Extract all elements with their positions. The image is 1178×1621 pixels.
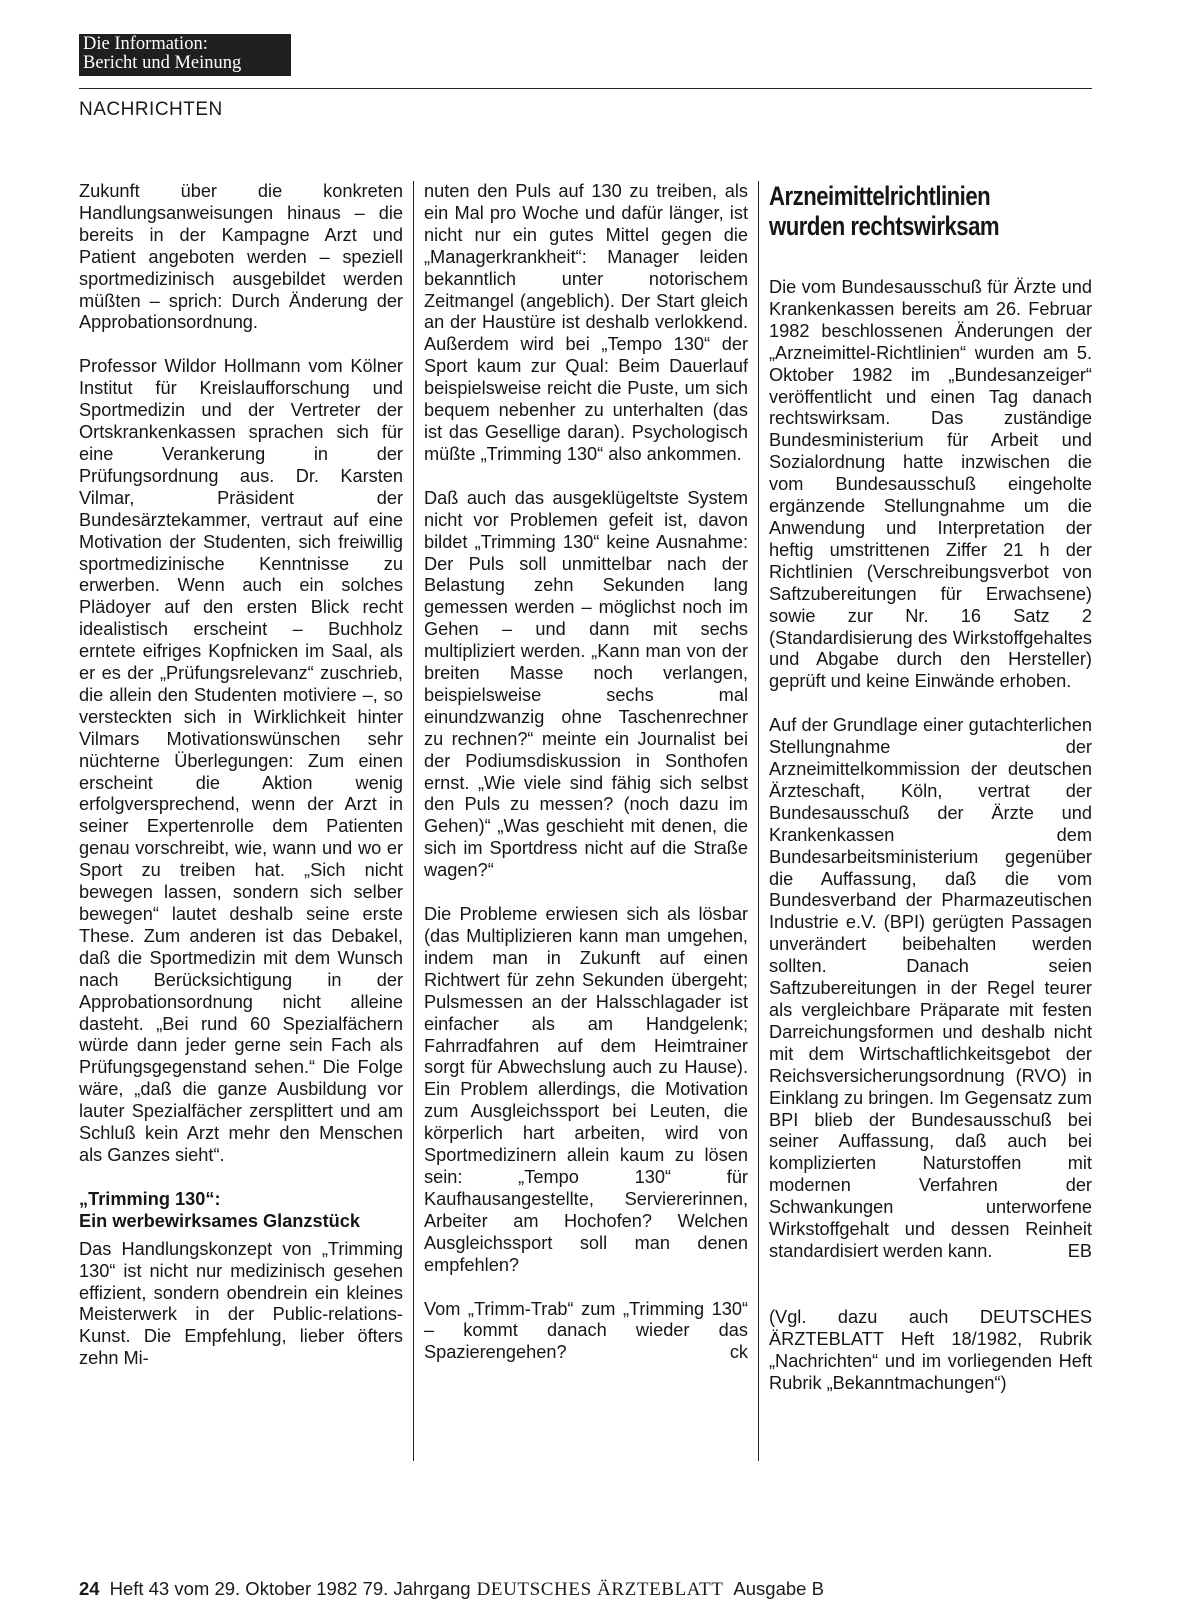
header-rule [79, 88, 1092, 89]
article-column-1 [79, 181, 403, 1463]
section-label: NACHRICHTEN [79, 99, 223, 120]
article-column-3 [769, 181, 1092, 1463]
journal-name: DEUTSCHES ÄRZTEBLATT [476, 1579, 724, 1600]
page-footer [79, 1578, 824, 1601]
closing-text: Vom „Trimm-Trab“ zum „Trimming 130“ – kommt danach wieder das Spazierengehen? [424, 1298, 748, 1363]
subheading-line-1: „Trimming 130“: [79, 1188, 221, 1209]
author-initials: EB [1067, 1240, 1092, 1261]
banner-line-1: Die Information: [83, 34, 208, 54]
column-divider-1 [413, 181, 414, 1461]
issue-info: Heft 43 vom 29. Oktober 1982 79. Jahrgang [109, 1578, 471, 1599]
subheading-line-2: Ein werbewirksames Glanzstück [79, 1210, 361, 1231]
article-column-2 [424, 181, 748, 1463]
paragraph: Professor Wildor Hollmann vom Kölner Institut für Kreislaufforschung und Sportmedizin und der Vertreter der Ortskrankenkassen sprachen sich für eine Verankerung in der Prüfungsordnung aus. Dr. Karsten Vilmar, Präsident der Bundesärztekammer, vertraut auf eine Motivation der Studenten, sich freiwillig sportmedizinische Kenntnisse zu erwerben. Wenn auch ein solches Plädoyer auf den ersten Blick recht idealistisch erscheint – Buchholz erntete eifriges Kopfnicken im Saal, als er es der „Prüfungsrelevanz“ zuschrieb, die allein den Studenten motiviere –, so versteckten sich in Wirklichkeit hinter Vilmars Motivationswünschen sehr nüchterne Überlegungen: Zum einen erscheint die Aktion wenig erfolgversprechend, wenn der Arzt in seiner Expertenrolle dem Patienten genau vorschreibt, wie, wann und wo er Sport zu treiben hat. „Sich nicht bewegen lassen, sondern sich selber bewegen“ lautet deshalb seine erste These. Zum anderen ist das Debakel, daß die Sportmedizin mit dem Wunsch nach Berücksichtigung in der Approbationsordnung nicht alleine dasteht. „Bei rund 60 Spezialfächern würde dann jeder gerne sein Fach als Prüfungsgegenstand sehen.“ Die Folge wäre, „daß die ganze Ausbildung vor lauter Spezialfächer zersplittert und am Schluß kein Arzt mehr den Menschen als Ganzes sieht“. [79, 356, 403, 1165]
paragraph: Die vom Bundesausschuß für Ärzte und Krankenkassen bereits am 26. Februar 1982 beschlossenen Änderungen der „Arzneimittel-Richtlinien“ wurden am 5. Oktober 1982 im „Bundesanzeiger“ veröffentlicht und einen Tag danach rechtswirksam. Das zuständige Bundesministerium für Arbeit und Sozialordnung hatte inzwischen die vom Bundesausschuß eingeholte ergänzende Stellungnahme um die Anwendung und Interpretation der heftig umstrittenen Ziffer 21 h der Richtlinien (Verschreibungsverbot von Saftzubereitungen für Erwachsene) sowie zur Nr. 16 Satz 2 (Standardisierung des Wirkstoffgehaltes und Abgabe durch den Hersteller) geprüft und keine Einwände erhoben. [769, 277, 1092, 692]
column-divider-2 [758, 181, 759, 1461]
article-headline [769, 181, 1092, 241]
subheading [79, 1189, 403, 1233]
paragraph [424, 1299, 748, 1365]
paragraph [769, 715, 1092, 1263]
paragraph: nuten den Puls auf 130 zu treiben, als ein Mal pro Woche und dafür länger, ist nicht nur ein gutes Mittel gegen die „Managerkrankheit“: Manager leiden bekanntlich unter notorischem Zeitmangel (angeblich). Der Start gleich an der Haustüre ist deshalb verlokkend. Außerdem wird bei „Tempo 130“ der Sport kaum zur Qual: Beim Dauerlauf beispielsweise reicht die Puste, um sich bequem nebenher zu unterhalten (das ist das Gesellige daran). Psychologisch müßte „Trimming 130“ also ankommen. [424, 181, 748, 464]
section-banner [79, 34, 291, 76]
paragraph: Die Probleme erwiesen sich als lösbar (das Multiplizieren kann man umgehen, indem man in Zukunft auf einen Richtwert für zehn Sekunden übergeht; Pulsmessen an der Halsschlagader ist einfacher als am Handgelenk; Fahrradfahren auf dem Heimtrainer sorgt für Abwechslung auch zu Hause). Ein Problem allerdings, die Motivation zum Ausgleichssport bei Leuten, die körperlich hart arbeiten, wird von Sportmedizinern allein kaum zu lösen sein: „Tempo 130“ für Kaufhausangestellte, Serviererinnen, Arbeiter am Hochofen? Welchen Ausgleichssport soll man denen empfehlen? [424, 904, 748, 1275]
edition: Ausgabe B [733, 1578, 824, 1599]
banner-line-2: Bericht und Meinung [83, 53, 242, 73]
paragraph-text: Auf der Grundlage einer gutachterlichen Stellungnahme der Arzneimittelkommission der deutschen Ärzteschaft, Köln, vertrat der Bundesausschuß der Ärzte und Krankenkassen dem Bundesarbeitsministerium gegenüber die Auffassung, daß die vom Bundesverband der Pharmazeutischen Industrie e.V. (BPI) gerügten Passagen unverändert beibehalten werden sollten. Danach seien Saftzubereitungen in der Regel teurer als vergleichbare Präparate mit festen Darreichungsformen und deshalb nicht mit dem Wirtschaftlichkeitsgebot der Reichsversicherungsordnung (RVO) in Einklang zu bringen. Im Gegensatz zum BPI blieb der Bundesausschuß bei seiner Auffassung, daß auch bei komplizierten Naturstoffen mit modernen Verfahren der Schwankungen unterworfene Wirkstoffgehalt und dessen Reinheit standardisiert werden kann. [769, 715, 1092, 1261]
headline-line-2: wurden rechtswirksam [769, 211, 1000, 241]
author-initials: ck [729, 1342, 748, 1363]
page-number: 24 [79, 1578, 100, 1599]
paragraph: Daß auch das ausgeklügeltste System nicht vor Problemen gefeit ist, davon bildet „Trimming 130“ keine Ausnahme: Der Puls soll unmittelbar nach der Belastung zehn Sekunden lang gemessen werden – möglichst noch im Gehen – und dann mit sechs multipliziert werden. „Kann man von der breiten Masse noch verlangen, beispielsweise sechs mal einundzwanzig ohne Taschenrechner zu rechnen?“ meinte ein Journalist bei der Podiumsdiskussion in Sonthofen ernst. „Wie viele sind fähig sich selbst den Puls zu messen? (noch dazu im Gehen)“ „Was geschieht mit denen, die sich im Sportdress nicht auf die Straße wagen?“ [424, 487, 748, 881]
headline-line-1: Arzneimittelrichtlinien [769, 181, 991, 211]
reference-note: (Vgl. dazu auch DEUTSCHES ÄRZTEBLATT Heft 18/1982, Rubrik „Nachrichten“ und im vorliegenden Heft Rubrik „Bekanntmachungen“) [769, 1306, 1092, 1393]
paragraph: Das Handlungskonzept von „Trimming 130“ ist nicht nur medizinisch gesehen effizient, sondern obendrein ein kleines Meisterwerk in der Public-relations-Kunst. Die Empfehlung, lieber öfters zehn Mi- [79, 1238, 403, 1369]
paragraph: Zukunft über die konkreten Handlungsanweisungen hinaus – die bereits in der Kampagne Arzt und Patient angeboten werden – speziell sportmedizinisch ausgebildet werden müßten – sprich: Durch Änderung der Approbationsordnung. [79, 181, 403, 333]
